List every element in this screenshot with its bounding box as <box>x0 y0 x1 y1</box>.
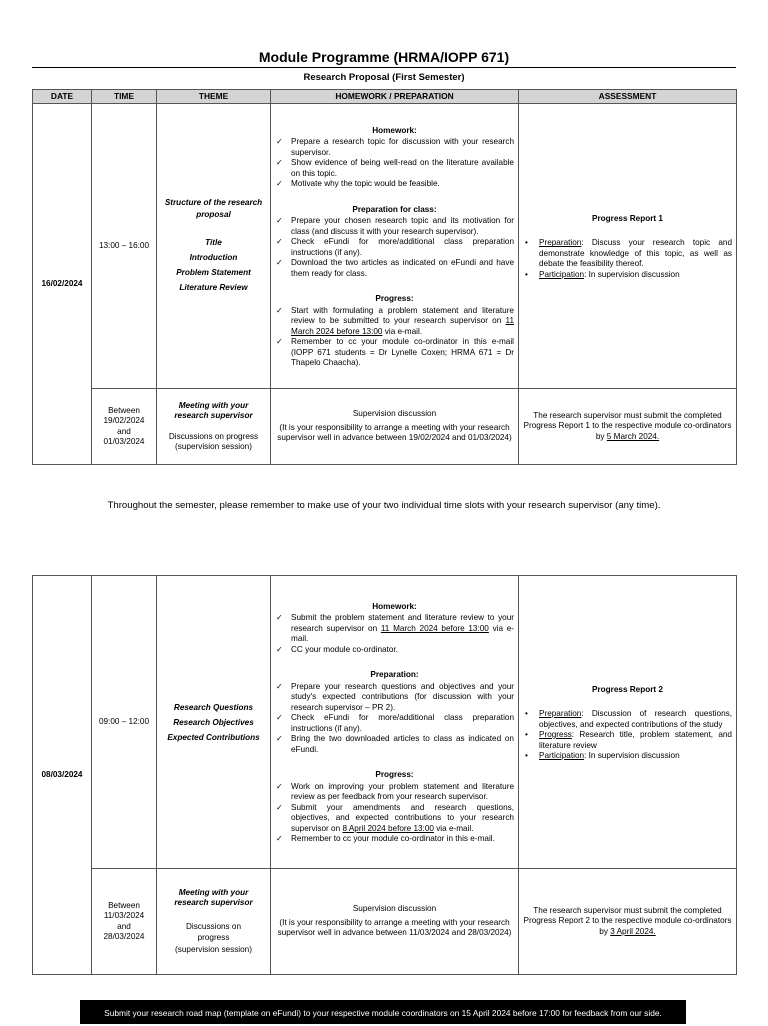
checkmark-icon: ✓ <box>276 734 283 743</box>
progress-heading: Progress: <box>375 770 414 779</box>
list-item: ✓ Bring the two downloaded articles to class as indicated on eFundi. <box>276 734 514 754</box>
assessment-cell: The research supervisor must submit the completed Progress Report 2 to the respective module co-ordinators by 3 April 2024. <box>519 869 737 975</box>
assessment-heading: Progress Report 1 <box>592 213 663 223</box>
date-cell: 08/03/2024 <box>33 576 92 975</box>
table-row <box>33 869 737 975</box>
list-item: ✓ Remember to cc your module co-ordinator in this e-mail. <box>276 834 495 843</box>
programme-table-2 <box>32 575 737 975</box>
list-item: • Preparation: Discussion of research questions, objectives, and expected contributions of the study <box>525 709 732 729</box>
checkmark-icon: ✓ <box>276 681 283 691</box>
footer-banner <box>80 1000 686 1024</box>
list-item: ✓ Check eFundi for more/additional class preparation instructions (if any). <box>276 713 514 733</box>
theme-item: Title <box>205 238 222 247</box>
list-item: ✓ Show evidence of being well-read on the literature available on this topic. <box>276 158 514 178</box>
homework-cell <box>271 389 519 465</box>
theme-title: Structure of the research proposal <box>164 198 263 219</box>
list-item: ✓ CC your module co-ordinator. <box>276 644 398 654</box>
footer-text: Submit your research road map (template on eFundi) to your respective module coordinators on 15 April 2024 before 17:00 for feedback from our side. <box>104 1008 662 1018</box>
homework-cell <box>271 576 519 869</box>
table-row <box>33 389 737 465</box>
theme-cell <box>157 869 271 975</box>
header-time: TIME <box>92 90 157 104</box>
time-cell: Between 11/03/2024 and 28/03/2024 <box>92 869 157 975</box>
homework-heading: Homework: <box>372 601 417 611</box>
theme-title: Meeting with your research supervisor <box>174 400 253 420</box>
theme-cell <box>157 576 271 869</box>
list-item: ✓ Remember to cc your module co-ordinator in this e-mail (IOPP 671 students = Dr Lynelle Coxen; HRMA 671 = Dr Thapelo Chaacha). <box>276 337 514 367</box>
checkmark-icon: ✓ <box>276 802 283 812</box>
checkmark-icon: ✓ <box>276 713 283 722</box>
bullet-icon: • <box>525 269 528 279</box>
table-row <box>33 104 737 389</box>
page-title: Module Programme (HRMA/IOPP 671) <box>258 49 510 65</box>
assessment-cell: The research supervisor must submit the completed Progress Report 1 to the respective module co-ordinators by 5 March 2024. <box>519 389 737 465</box>
date-cell: 16/02/2024 <box>33 104 92 465</box>
list-item: ✓ Prepare a research topic for discussion with your research supervisor. <box>276 137 514 157</box>
checkmark-icon: ✓ <box>276 137 283 146</box>
homework-cell <box>271 869 519 975</box>
supervision-title: Supervision discussion <box>352 409 437 419</box>
list-item: ✓ Submit your amendments and research questions, objectives, and expected contributions to your research supervisor on 8 April 2024 before 13:00 via e-mail. <box>276 802 514 833</box>
header-date: DATE <box>33 90 92 104</box>
programme-table-1 <box>32 89 737 465</box>
supervision-title: Supervision discussion <box>352 904 437 914</box>
assessment-cell <box>519 104 737 389</box>
bullet-icon: • <box>525 730 528 739</box>
title-divider <box>32 67 736 68</box>
checkmark-icon: ✓ <box>276 644 283 654</box>
list-item: ✓ Motivate why the topic would be feasible. <box>276 179 440 188</box>
theme-subtitle: Discussions on progress (supervision session) <box>168 431 259 451</box>
list-item: • Participation: In supervision discussion <box>525 269 680 279</box>
list-item: ✓ Download the two articles as indicated on eFundi and have them ready for class. <box>276 258 514 278</box>
page-subtitle: Research Proposal (First Semester) <box>303 72 465 83</box>
checkmark-icon: ✓ <box>276 179 283 188</box>
theme-item: Literature Review <box>179 283 248 292</box>
homework-cell <box>271 104 519 389</box>
theme-item: Research Objectives <box>173 717 254 727</box>
progress-heading: Progress: <box>375 294 414 303</box>
checkmark-icon: ✓ <box>276 613 283 622</box>
list-item: • Preparation: Discuss your research topic and demonstrate knowledge of this topic, as well as debate the feasibility thereof. <box>525 238 732 269</box>
checkmark-icon: ✓ <box>276 337 283 346</box>
checkmark-icon: ✓ <box>276 781 283 791</box>
header-assessment: ASSESSMENT <box>519 90 737 104</box>
theme-title: Meeting with your research supervisor <box>174 887 253 908</box>
checkmark-icon: ✓ <box>276 258 283 267</box>
header-theme: THEME <box>157 90 271 104</box>
list-item: • Progress: Research title, problem statement, and literature review <box>525 730 732 750</box>
list-item: ✓ Work on improving your problem statement and literature review as per feedback from your research supervisor. <box>276 781 514 801</box>
time-cell: 09:00 – 12:00 <box>92 576 157 869</box>
theme-subtitle: Discussions on progress (supervision session) <box>175 921 252 954</box>
assessment-heading: Progress Report 2 <box>592 684 663 694</box>
theme-cell <box>157 389 271 465</box>
bullet-icon: • <box>525 709 528 718</box>
homework-heading: Homework: <box>372 125 417 135</box>
bullet-icon: • <box>525 751 528 760</box>
theme-item: Introduction <box>189 253 238 262</box>
supervision-text: (It is your responsibility to arrange a meeting with your research supervisor well in advance between 11/03/2024 and 28/03/2024) <box>277 917 512 938</box>
preparation-heading: Preparation for class: <box>352 204 437 214</box>
checkmark-icon: ✓ <box>276 834 283 843</box>
table-row <box>33 576 737 869</box>
theme-item: Expected Contributions <box>167 732 260 742</box>
checkmark-icon: ✓ <box>276 237 283 246</box>
time-cell: Between 19/02/2024 and 01/03/2024 <box>92 389 157 465</box>
list-item: • Participation: In supervision discussion <box>525 751 680 760</box>
theme-item: Problem Statement <box>176 268 251 277</box>
list-item: ✓ Submit the problem statement and literature review to your research supervisor on 11 March 2024 before 13:00 via e-mail. <box>276 613 515 643</box>
theme-item: Research Questions <box>173 702 254 712</box>
supervision-text: (It is your responsibility to arrange a meeting with your research supervisor well in advance between 19/02/2024 and 01/03/2024) <box>277 422 512 443</box>
theme-cell <box>157 104 271 389</box>
table-header-row <box>33 90 737 104</box>
list-item: ✓ Start with formulating a problem statement and literature review to be submitted to your research supervisor on 11 March 2024 before 13:00 via e-mail. <box>276 305 514 336</box>
list-item: ✓ Check eFundi for more/additional class preparation instructions (if any). <box>276 237 514 257</box>
checkmark-icon: ✓ <box>276 305 283 315</box>
preparation-heading: Preparation: <box>370 670 419 679</box>
checkmark-icon: ✓ <box>276 158 283 167</box>
header-homework: HOMEWORK / PREPARATION <box>271 90 519 104</box>
time-cell: 13:00 – 16:00 <box>92 104 157 389</box>
assessment-cell <box>519 576 737 869</box>
list-item: ✓ Prepare your chosen research topic and its motivation for class (and discuss it with your research supervisor). <box>276 216 514 236</box>
list-item: ✓ Prepare your research questions and objectives and your study's expected contributions (for discussion with your research supervisor – PR 2). <box>276 681 514 712</box>
semester-note: Throughout the semester, please remember to make use of your two individual time slots with your research supervisor (any time). <box>107 500 661 511</box>
checkmark-icon: ✓ <box>276 216 283 225</box>
bullet-icon: • <box>525 238 528 248</box>
